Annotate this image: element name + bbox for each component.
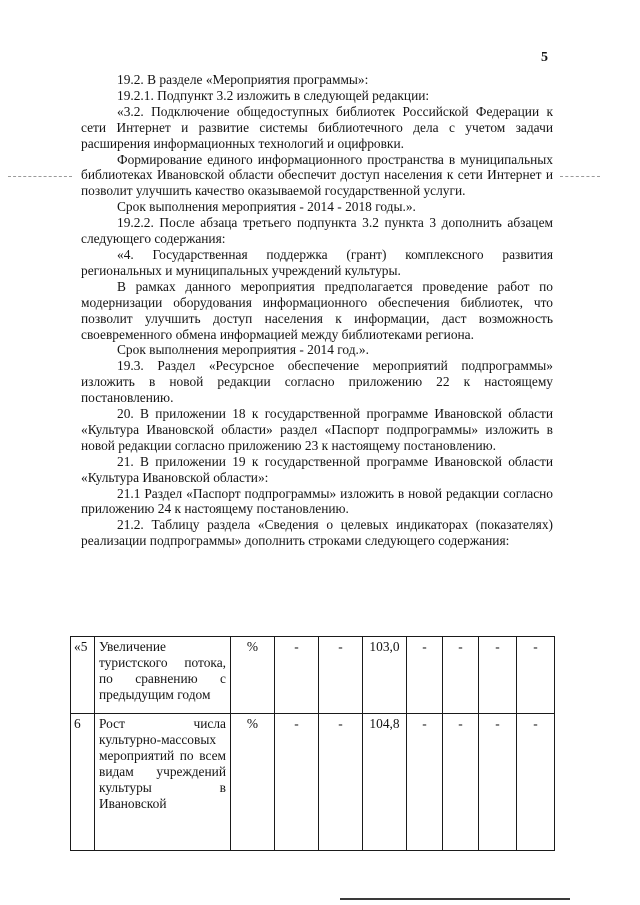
paragraph-deadline-2014-2018: Срок выполнения мероприятия - 2014 - 2018 годы.». [117, 199, 416, 215]
table-row [71, 637, 555, 714]
paragraph-20: 20. В приложении 18 к государственной программе Ивановской области «Культура Ивановской области» раздел «Паспорт подпрограммы» изложить в новой редакции согласно приложению 23 к настоящему постановлению. [81, 406, 553, 453]
value-cell: - [275, 714, 319, 851]
unit-cell: % [231, 714, 275, 851]
table-row [71, 714, 555, 851]
row-number: 6 [71, 714, 95, 851]
row-number: «5 [71, 637, 95, 714]
paragraph-modernization: В рамках данного мероприятия предполагается проведение работ по модернизации оборудования информационного обеспечения библиотек, что позволит улучшить доступ населения к информации, даст возможность своевременного обмена информацией между библиотеками региона. [81, 278, 553, 342]
value-cell: 103,0 [363, 637, 407, 714]
value-cell: 104,8 [363, 714, 407, 851]
value-cell: - [319, 637, 363, 714]
value-cell: - [443, 637, 479, 714]
value-cell: - [319, 714, 363, 851]
value-cell: - [517, 637, 555, 714]
value-cell: - [275, 637, 319, 714]
indicator-name: Увеличение туристского потока, по сравнению с предыдущим годом [95, 637, 231, 714]
paragraph-unified-space: Формирование единого информационного пространства в муниципальных библиотеках Ивановской области обеспечит доступ населения к сети Интернет и позволит улучшить качество оказываемой государственной услуги. [81, 151, 553, 199]
unit-cell: % [231, 637, 275, 714]
value-cell: - [479, 714, 517, 851]
paragraph-19-2-2: 19.2.2. После абзаца третьего подпункта 3.2 пункта 3 дополнить абзацем следующего содержания: [81, 215, 553, 247]
paragraph-19-3: 19.3. Раздел «Ресурсное обеспечение мероприятий подпрограммы» изложить в новой редакции согласно приложению 22 к настоящему постановлению. [81, 358, 553, 406]
paragraph-4-grant: «4. Государственная поддержка (грант) комплексного развития региональных и муниципальных учреждений культуры. [81, 246, 553, 278]
value-cell: - [479, 637, 517, 714]
paragraph-3-2: «3.2. Подключение общедоступных библиотек Российской Федерации к сети Интернет и развитие системы библиотечного дела с учетом задачи расширения информационных технологий и оцифровки. [81, 103, 553, 151]
paragraph-21-2: 21.2. Таблицу раздела «Сведения о целевых индикаторах (показателях) реализации подпрограммы» дополнить строками следующего содержания: [81, 517, 553, 549]
scan-edge-line [340, 898, 570, 900]
value-cell: - [517, 714, 555, 851]
paragraph-19-2: 19.2. В разделе «Мероприятия программы»: [117, 72, 369, 87]
document-body [81, 72, 553, 549]
value-cell: - [443, 714, 479, 851]
indicator-name: Рост числа культурно-массовых мероприятий по всем видам учреждений культуры в Ивановской [95, 714, 231, 851]
page-number: 5 [541, 50, 548, 65]
scan-dash-artifact-right [560, 176, 600, 177]
paragraph-21-1: 21.1 Раздел «Паспорт подпрограммы» изложить в новой редакции согласно приложению 24 к настоящему постановлению. [81, 485, 553, 517]
indicators-table [70, 636, 555, 851]
paragraph-deadline-2014: Срок выполнения мероприятия - 2014 год.». [117, 342, 369, 358]
value-cell: - [407, 714, 443, 851]
scan-dash-artifact-left [8, 176, 72, 177]
paragraph-19-2-1: 19.2.1. Подпункт 3.2 изложить в следующей редакции: [117, 87, 430, 103]
value-cell: - [407, 637, 443, 714]
paragraph-21: 21. В приложении 19 к государственной программе Ивановской области «Культура Ивановской области»: [81, 453, 553, 485]
